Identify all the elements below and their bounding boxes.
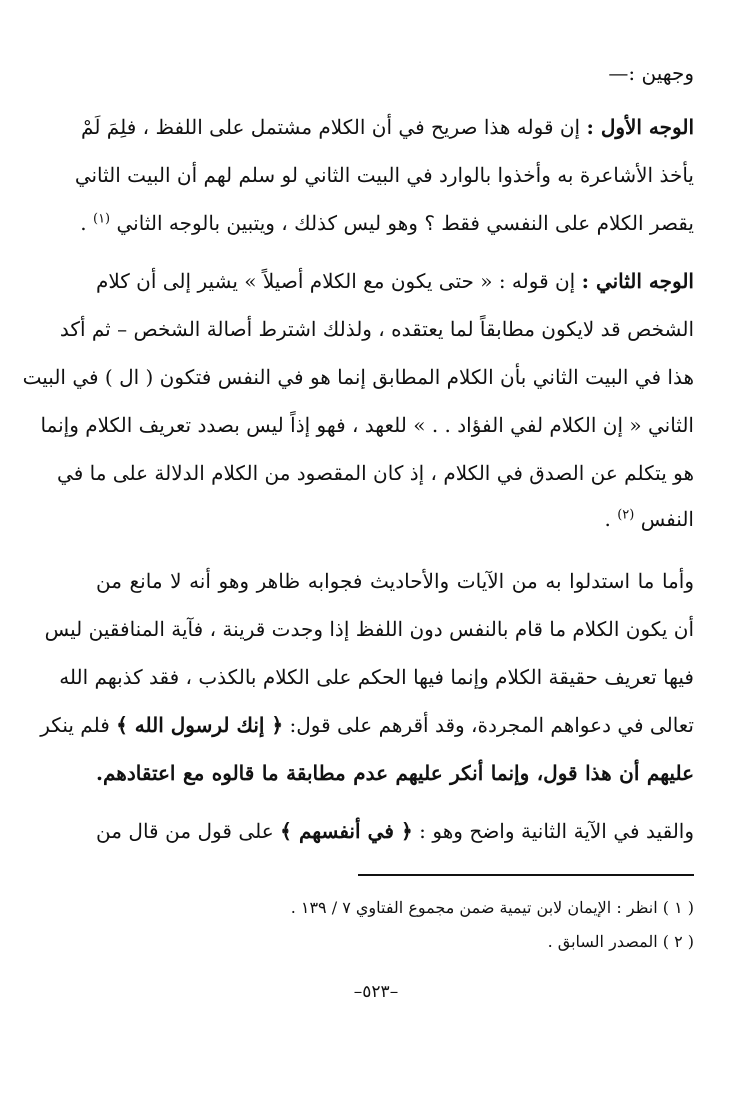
footnote-marker-1[interactable]: (١) — [92, 211, 111, 227]
section3-line-4-after: فلم ينكر — [40, 713, 117, 737]
footnote-2: ( ٢ ) المصدر السابق . — [547, 932, 694, 951]
section4-line-1-after: على قول من قال من — [96, 819, 281, 843]
page-number: –٥٢٣– — [353, 982, 399, 1002]
section3-line-5: عليهم أن هذا قول، وإنما أنكر عليهم عدم مطابقة ما قالوه مع اعتقادهم. — [96, 761, 694, 785]
section2-line-6-text: النفس — [640, 507, 694, 531]
section2-line-2: الشخص قد لايكون مطابقاً لما يعتقده ، ولذلك اشترط أصالة الشخص – ثم أكد — [59, 317, 694, 341]
section2-label: الوجه الثاني : — [581, 269, 694, 293]
intro-heading: وجهين :— — [608, 61, 694, 85]
section3-line-3: فيها تعريف حقيقة الكلام وإنما فيها الحكم على الكلام بالكذب ، فقد كذبهم الله — [59, 665, 694, 689]
section2-line-6-end: . — [604, 507, 618, 531]
section4-line-1 — [96, 814, 694, 848]
section1-line-3-text: يقصر الكلام على النفسي فقط ؟ وهو ليس كذلك ، ويتبين بالوجه الثاني — [116, 211, 694, 235]
section2-line-3: هذا في البيت الثاني بأن الكلام المطابق إنما هو في النفس فتكون ( ال ) في البيت — [22, 365, 694, 389]
footnote-marker-2[interactable]: (٢) — [617, 507, 635, 523]
section3-line-4-before: تعالى في دعواهم المجردة، وقد أقرهم على قول: — [283, 713, 694, 737]
section1-line-1 — [81, 110, 694, 144]
section2-line-1 — [96, 264, 694, 298]
section2-line-6 — [96, 502, 694, 536]
footnote-divider — [358, 874, 694, 876]
section1-line-1-text: إن قوله هذا صريح في أن الكلام مشتمل على اللفظ ، فلِمَ لَمْ — [81, 115, 587, 139]
footnote-1: ( ١ ) انظر : الإيمان لابن تيمية ضمن مجموع الفتاوي ٧ / ١٣٩ . — [290, 898, 694, 917]
quran-quote-2: ﴿ في أنفسهم ﴾ — [280, 819, 413, 843]
quran-quote-1: ﴿ إنك لرسول الله ﴾ — [116, 713, 284, 737]
section3-line-2: أن يكون الكلام ما قام بالنفس دون اللفظ إذا وجدت قرينة ، فآية المنافقين ليس — [44, 617, 694, 641]
section1-line-3-end: . — [80, 211, 93, 235]
section2-line-4: الثاني « إن الكلام لفي الفؤاد . . » للعهد ، فهو إذاً ليس بصدد تعريف الكلام وإنما — [40, 413, 694, 437]
section1-line-3 — [80, 206, 694, 240]
section1-label: الوجه الأول : — [586, 115, 694, 139]
section3-line-4 — [40, 708, 694, 742]
section4-line-1-before: والقيد في الآية الثانية واضح وهو : — [412, 819, 694, 843]
section3-line-1: وأما ما استدلوا به من الآيات والأحاديث فجوابه ظاهر وهو أنه لا مانع من — [96, 569, 694, 593]
section2-line-1-text: إن قوله : « حتى يكون مع الكلام أصيلاً » يشير إلى أن كلام — [95, 269, 582, 293]
section2-line-5: هو يتكلم عن الصدق في الكلام ، إذ كان المقصود من الكلام الدلالة على ما في — [57, 461, 694, 485]
section1-line-2: يأخذ الأشاعرة به وأخذوا بالوارد في البيت الثاني لو سلم لهم أن البيت الثاني — [74, 163, 694, 187]
